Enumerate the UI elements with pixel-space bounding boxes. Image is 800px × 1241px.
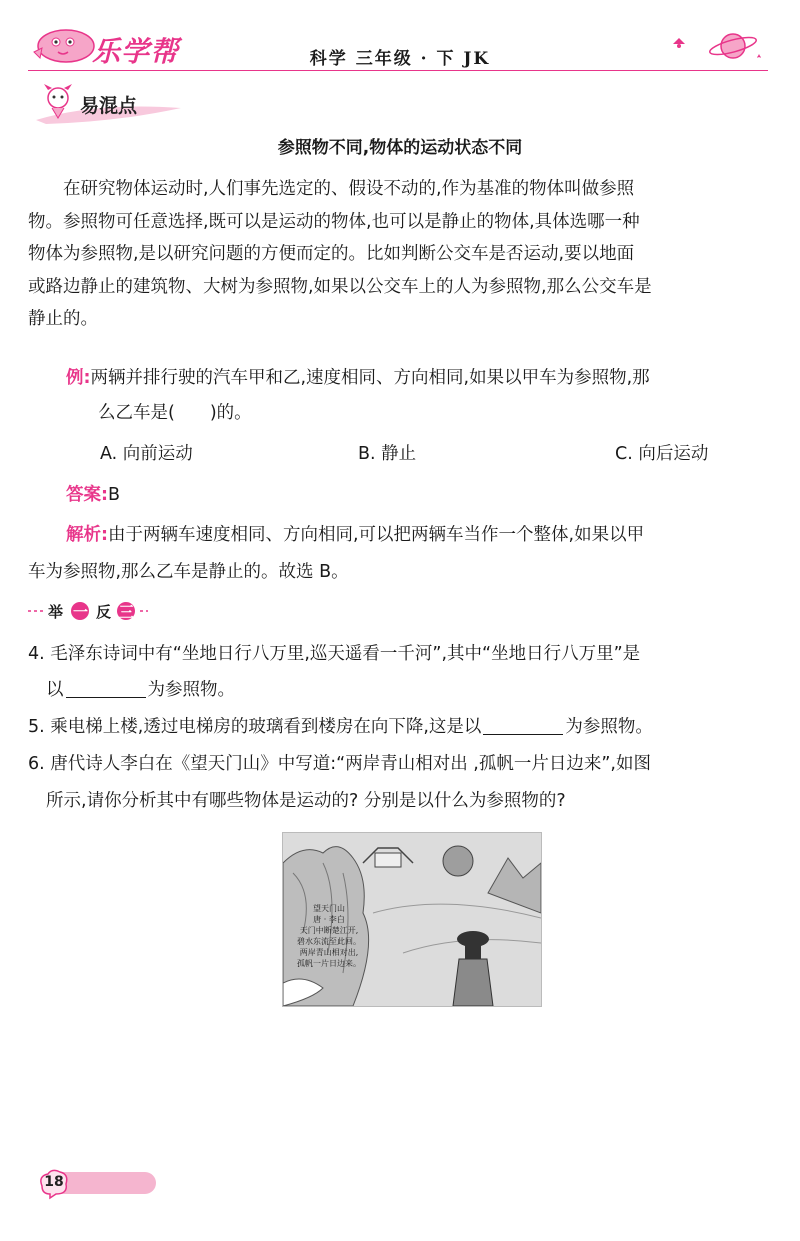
poem-author: 唐 · 李白 bbox=[313, 915, 345, 924]
section-label: 易混点 bbox=[80, 95, 138, 117]
question-4-line-2 bbox=[46, 676, 235, 701]
analysis-line-2: 车为参照物,那么乙车是静止的。故选 B。 bbox=[28, 562, 349, 582]
header-divider bbox=[28, 70, 768, 71]
paragraph-line: 物。参照物可任意选择,既可以是运动的物体,也可以是静止的物体,具体选哪一种 bbox=[28, 211, 640, 232]
poem-text bbox=[297, 903, 361, 969]
paragraph-line: 在研究物体运动时,人们事先选定的、假设不动的,作为基准的物体叫做参照 bbox=[28, 179, 635, 199]
analysis-text: 由于两辆车速度相同、方向相同,可以把两辆车当作一个整体,如果以甲 bbox=[108, 525, 645, 545]
banner-char-san: 三 bbox=[119, 603, 135, 621]
banner-char-ju: 举 bbox=[48, 603, 64, 621]
analysis-label: 解析: bbox=[66, 525, 108, 545]
poem-line: 碧水东流至此回。 bbox=[297, 937, 361, 946]
question-6-line-2: 所示,请你分析其中有哪些物体是运动的? 分别是以什么为参照物的? bbox=[46, 791, 566, 811]
paragraph-line: 物体为参照物,是以研究问题的方便而定的。比如判断公交车是否运动,要以地面 bbox=[28, 244, 635, 264]
answer-value: B bbox=[108, 485, 121, 505]
poem-line: 天门中断楚江开, bbox=[299, 926, 359, 935]
poem-line: 两岸青山相对出, bbox=[299, 948, 359, 957]
example-label: 例: bbox=[66, 368, 91, 388]
paragraph-line: 或路边静止的建筑物、大树为参照物,如果以公交车上的人为参照物,那么公交车是 bbox=[28, 276, 652, 297]
example-line-1 bbox=[66, 364, 650, 389]
poem-illustration bbox=[282, 832, 542, 1007]
answer-label: 答案: bbox=[66, 485, 108, 505]
answer-line bbox=[66, 481, 120, 506]
example-line-2: 么乙车是( )的。 bbox=[98, 403, 252, 423]
option-b: B. 静止 bbox=[358, 444, 417, 464]
concept-paragraph bbox=[28, 173, 776, 336]
analysis-line-1 bbox=[66, 521, 644, 546]
banner-char-fan: 反 bbox=[96, 603, 112, 621]
question-5-blank[interactable] bbox=[483, 718, 563, 735]
banner-char-yi: 一 bbox=[73, 603, 89, 621]
option-a: A. 向前运动 bbox=[100, 444, 193, 464]
question-4-suffix: 为参照物。 bbox=[147, 680, 235, 700]
option-c: C. 向后运动 bbox=[615, 444, 709, 464]
planet-icon bbox=[665, 28, 765, 68]
question-5-prefix: 5. 乘电梯上楼,透过电梯房的玻璃看到楼房在向下降,这是以 bbox=[28, 717, 482, 737]
question-5 bbox=[28, 713, 653, 738]
question-6-line-1: 6. 唐代诗人李白在《望天门山》中写道:“两岸青山相对出 ,孤帆一片日边来”,如图 bbox=[28, 754, 651, 774]
page-number: 18 bbox=[44, 1174, 64, 1190]
header-title: 科学 三年级 · 下 JK bbox=[309, 49, 491, 69]
poem-line: 孤帆一片日边来。 bbox=[297, 959, 361, 968]
question-4-line-1: 4. 毛泽东诗词中有“坐地日行八万里,巡天遥看一千河”,其中“坐地日行八万里”是 bbox=[28, 644, 641, 664]
question-5-suffix: 为参照物。 bbox=[565, 717, 653, 737]
question-4-prefix: 以 bbox=[46, 680, 64, 700]
question-4-blank[interactable] bbox=[66, 681, 146, 698]
paragraph-line: 静止的。 bbox=[28, 309, 98, 329]
practice-banner bbox=[28, 598, 148, 624]
page-number-badge bbox=[36, 1166, 70, 1200]
poem-title: 望天门山 bbox=[313, 904, 345, 913]
concept-heading: 参照物不同,物体的运动状态不同 bbox=[277, 138, 523, 158]
logo-text: 乐学帮 bbox=[92, 35, 180, 68]
example-text: 两辆并排行驶的汽车甲和乙,速度相同、方向相同,如果以甲车为参照物,那 bbox=[90, 368, 650, 388]
